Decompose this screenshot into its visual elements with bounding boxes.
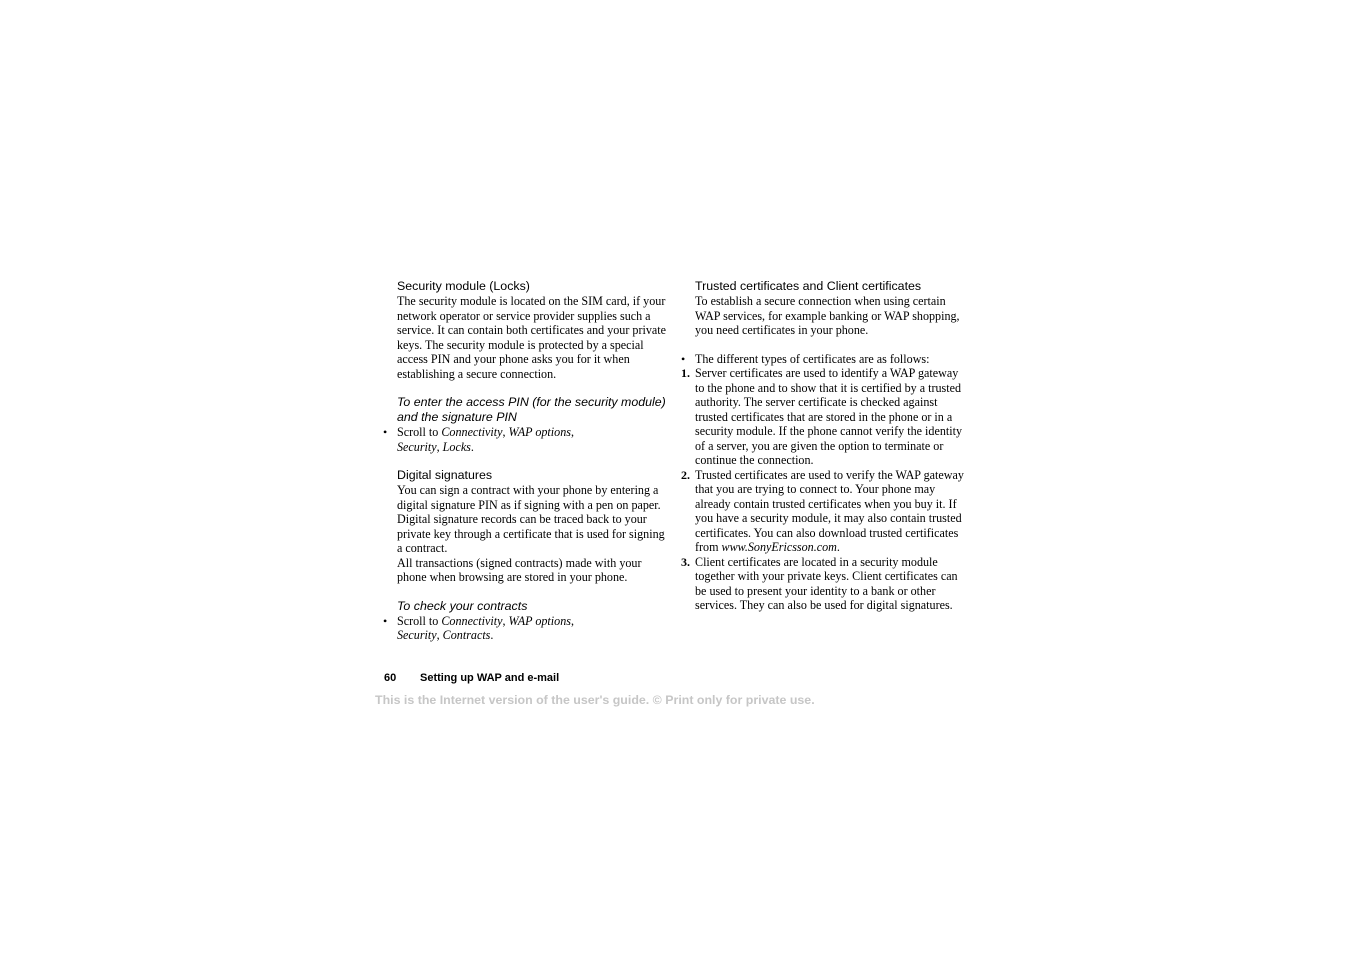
- section-title: Setting up WAP and e-mail: [420, 672, 560, 684]
- enter-pin-heading: To enter the access PIN (for the security module) and the signature PIN: [397, 395, 666, 424]
- check-contracts-heading: To check your contracts: [397, 598, 528, 613]
- digital-signatures-text-2: All transactions (signed contracts) made with your phone when browsing are stored in your phone.: [397, 555, 642, 584]
- internet-version-notice: This is the Internet version of the user's guide. © Print only for private use.: [375, 693, 815, 707]
- sonyericsson-link: www.SonyEricsson.com: [721, 540, 837, 554]
- left-column: [383, 279, 669, 643]
- security-module-heading: Security module (Locks): [397, 279, 530, 293]
- bullet-icon: •: [383, 613, 388, 628]
- item-number: 2.: [681, 467, 690, 482]
- certificates-heading: Trusted certificates and Client certificates: [695, 279, 922, 293]
- digital-signatures-text-1: You can sign a contract with your phone by entering a digital signature PIN as if signing with a pen on paper. Digital signature records can be traced back to your private key through a certificate that is used for signing a contract.: [397, 483, 665, 555]
- menu-wap-options: WAP options: [508, 613, 571, 628]
- menu-locks: Locks: [442, 439, 471, 454]
- menu-contracts: Contracts: [442, 628, 491, 642]
- menu-wap-options: WAP options: [508, 425, 571, 439]
- menu-connectivity: Connectivity: [441, 613, 503, 628]
- certificate-item-2: 2. Trusted certificates are used to verify the WAP gateway that you are trying to connect to. Your phone may already contain trusted certificates when you buy it. If you have a security module, it may also contain trusted certificates. You can also download trusted certificates from www.SonyEricsson.com.: [681, 467, 964, 554]
- menu-security: Security: [397, 439, 437, 454]
- page-number: 60: [384, 672, 397, 684]
- certificate-types-bullet: • The different types of certificates are as follows:: [681, 351, 930, 366]
- item-number: 1.: [681, 366, 690, 380]
- certificates-intro: To establish a secure connection when using certain WAP services, for example banking or WAP shopping, you need certificates in your phone.: [695, 294, 960, 337]
- enter-pin-instruction: • Scroll to Connectivity, WAP options, Security, Locks.: [383, 425, 574, 454]
- item-number: 3.: [681, 554, 690, 569]
- right-column: [681, 279, 967, 613]
- bullet-icon: •: [383, 425, 388, 439]
- certificate-item-3: 3. Client certificates are located in a security module together with your private keys. Client certificates can be used to present your identity to a bank or other services. They can also be used for digital signatures.: [681, 554, 958, 612]
- check-contracts-instruction: • Scroll to Connectivity, WAP options, Security, Contracts.: [383, 613, 574, 642]
- certificate-item-1: 1. Server certificates are used to identify a WAP gateway to the phone and to show that it is certified by a trusted authority. The server certificate is checked against trusted certificates that are stored in the phone or in a security module. If the phone cannot verify the identity of a server, you are given the option to terminate or continue the connection.: [681, 366, 962, 467]
- menu-security: Security: [397, 628, 437, 642]
- page-footer: [384, 671, 559, 685]
- security-module-text: The security module is located on the SIM card, if your network operator or service provider supplies such a service. It can contain both certificates and your private keys. The security module is protected by a special access PIN and your phone asks you for it when establishing a secure connection.: [397, 294, 666, 381]
- digital-signatures-heading: Digital signatures: [397, 468, 493, 482]
- menu-connectivity: Connectivity: [441, 425, 503, 439]
- bullet-icon: •: [681, 351, 686, 366]
